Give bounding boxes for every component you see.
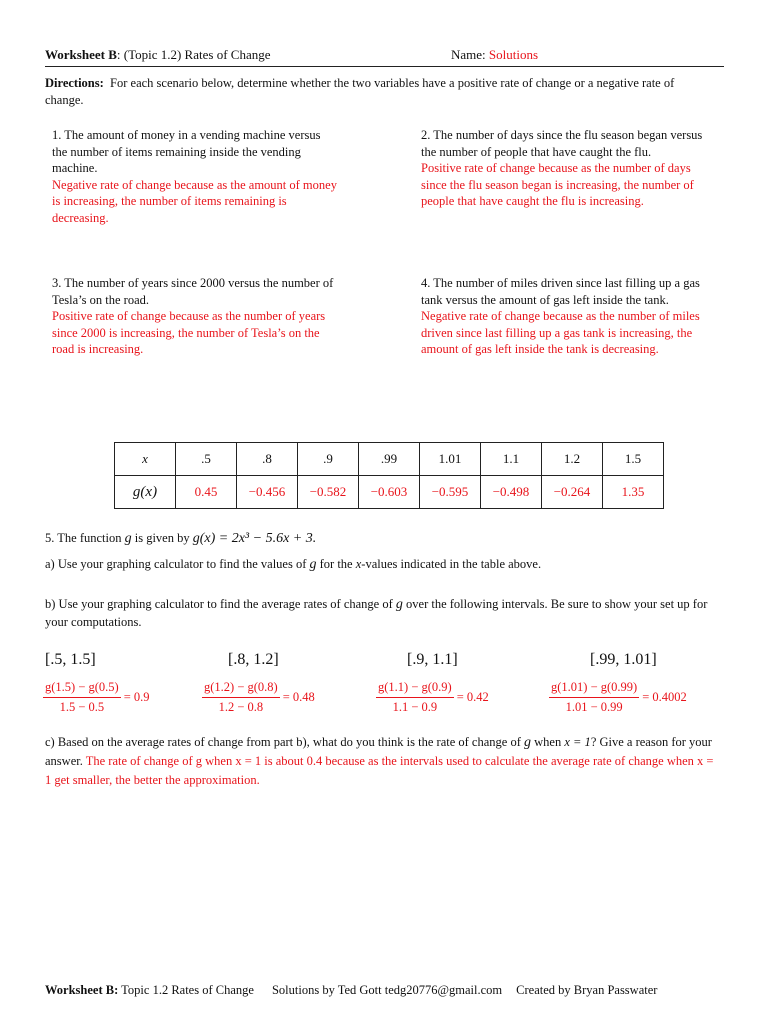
- question-5a: [45, 556, 715, 574]
- interval-label: [.5, 1.5]: [45, 651, 96, 668]
- table-row-x: [115, 443, 664, 476]
- rate-result: = 0.4002: [642, 689, 687, 704]
- name-label: Name:: [451, 47, 489, 62]
- q5c-text-1: c) Based on the average rates of change from part b), what do you think is the rate of change of: [45, 735, 524, 749]
- q5-g-symbol: g: [124, 531, 132, 546]
- rate-result: = 0.9: [123, 689, 150, 704]
- average-rate-calc: [549, 679, 687, 715]
- rate-fraction: [43, 679, 121, 715]
- name-field: [451, 47, 538, 64]
- average-rate-calc: [376, 679, 489, 715]
- scenario-2: [421, 127, 706, 210]
- table-header-x: x: [115, 443, 176, 476]
- header-divider: [45, 66, 724, 67]
- q5a-g-symbol: g: [309, 557, 317, 572]
- fraction-numerator: g(1.01) − g(0.99): [549, 679, 639, 698]
- table-cell-g: −0.498: [481, 476, 542, 509]
- fraction-numerator: g(1.1) − g(0.9): [376, 679, 454, 698]
- footer-solutions: Solutions by Ted Gott tedg20776@gmail.com: [271, 983, 503, 997]
- q5b-text-1: b) Use your graphing calculator to find the average rates of change of: [45, 597, 396, 611]
- directions-text: For each scenario below, determine whether the two variables have a positive rate of change or a negative rate of change.: [45, 76, 675, 107]
- question-5-intro: [45, 530, 715, 548]
- table-cell-g: −0.264: [542, 476, 603, 509]
- footer-topic: Topic 1.2 Rates of Change: [118, 983, 254, 997]
- worksheet-title-rest: : (Topic 1.2) Rates of Change: [116, 47, 271, 62]
- rate-fraction: [202, 679, 280, 715]
- interval-label: [.99, 1.01]: [590, 651, 657, 668]
- fraction-denominator: 1.1 − 0.9: [392, 699, 438, 714]
- scenario-answer: Negative rate of change because as the number of miles driven since last filling up a gas tank is increasing, the amount of gas left inside the tank is decreasing.: [421, 309, 700, 356]
- rate-result: = 0.48: [282, 689, 315, 704]
- q5b-g-symbol: g: [395, 597, 403, 612]
- scenario-1: [52, 127, 337, 226]
- table-row-g: [115, 476, 664, 509]
- footer-bold: Worksheet B:: [45, 983, 119, 997]
- q5a-x-symbol: x: [355, 557, 362, 571]
- footer-created: Created by Bryan Passwater: [516, 983, 658, 997]
- rate-fraction: [376, 679, 454, 715]
- q5b-text-2: over the following intervals. Be sure to show your set up for your computations.: [45, 597, 708, 629]
- table-cell-x: 1.1: [481, 443, 542, 476]
- rate-result: = 0.42: [456, 689, 489, 704]
- fraction-numerator: g(1.5) − g(0.5): [43, 679, 121, 698]
- values-table: [114, 442, 664, 509]
- scenario-answer: Positive rate of change because as the number of years since 2000 is increasing, the number of Tesla’s on the road is increasing.: [52, 309, 326, 356]
- table-cell-x: .8: [237, 443, 298, 476]
- table-header-g: g(x): [115, 476, 176, 509]
- scenario-question: 1. The amount of money in a vending machine versus the number of items remaining inside the vending machine.: [52, 128, 321, 175]
- worksheet-title: [45, 47, 270, 64]
- scenario-question: 3. The number of years since 2000 versus the number of Tesla’s on the road.: [52, 276, 334, 307]
- q5c-text-2: when: [531, 735, 565, 749]
- table-cell-g: −0.603: [359, 476, 420, 509]
- rate-fraction: [549, 679, 639, 715]
- table-cell-g: −0.595: [420, 476, 481, 509]
- q5-intro-text: 5. The function: [45, 531, 125, 545]
- scenario-question: 2. The number of days since the flu season began versus the number of people that have caught the flu.: [421, 128, 703, 159]
- table-cell-g: −0.582: [298, 476, 359, 509]
- interval-label: [.9, 1.1]: [407, 651, 458, 668]
- directions: [45, 75, 715, 108]
- q5a-text-1: a) Use your graphing calculator to find the values of: [45, 557, 310, 571]
- table-cell-x: .99: [359, 443, 420, 476]
- question-5c: [45, 733, 715, 790]
- fraction-numerator: g(1.2) − g(0.8): [202, 679, 280, 698]
- name-value: Solutions: [488, 47, 539, 62]
- q5-given-by: is given by: [131, 531, 193, 545]
- scenario-answer: Positive rate of change because as the number of days since the flu season began is increasing, the number of people that have caught the flu is increasing.: [421, 161, 694, 208]
- average-rate-calc: [43, 679, 150, 715]
- q5c-text-3: ? Give a reason for your answer.: [45, 735, 712, 768]
- fraction-denominator: 1.2 − 0.8: [218, 699, 264, 714]
- interval-label: [.8, 1.2]: [228, 651, 279, 668]
- question-5b: [45, 596, 715, 630]
- worksheet-title-bold: Worksheet B: [45, 47, 117, 62]
- q5c-x-equals: x = 1: [564, 735, 591, 749]
- q5-formula: g(x) = 2x³ − 5.6x + 3.: [192, 531, 317, 546]
- fraction-denominator: 1.5 − 0.5: [59, 699, 105, 714]
- scenario-3: [52, 275, 337, 358]
- directions-label: Directions:: [45, 76, 104, 90]
- table-cell-g: 1.35: [603, 476, 664, 509]
- average-rate-calc: [202, 679, 315, 715]
- page-footer: [45, 982, 735, 999]
- q5a-text-2: for the: [316, 557, 356, 571]
- table-cell-x: 1.5: [603, 443, 664, 476]
- table-cell-g: 0.45: [176, 476, 237, 509]
- table-cell-x: .5: [176, 443, 237, 476]
- q5a-text-3: -values indicated in the table above.: [361, 557, 542, 571]
- scenario-question: 4. The number of miles driven since last filling up a gas tank versus the amount of gas left inside the tank.: [421, 276, 700, 307]
- q5c-answer: The rate of change of g when x = 1 is about 0.4 because as the intervals used to calculate the average rate of change when x = 1 get smaller, the better the approximation.: [45, 754, 714, 787]
- scenario-answer: Negative rate of change because as the amount of money is increasing, the number of items remaining is decreasing.: [52, 177, 337, 225]
- fraction-denominator: 1.01 − 0.99: [565, 699, 623, 714]
- table-cell-x: .9: [298, 443, 359, 476]
- table-cell-x: 1.2: [542, 443, 603, 476]
- table-cell-g: −0.456: [237, 476, 298, 509]
- scenario-4: [421, 275, 711, 358]
- table-cell-x: 1.01: [420, 443, 481, 476]
- q5c-g-symbol: g: [524, 735, 531, 750]
